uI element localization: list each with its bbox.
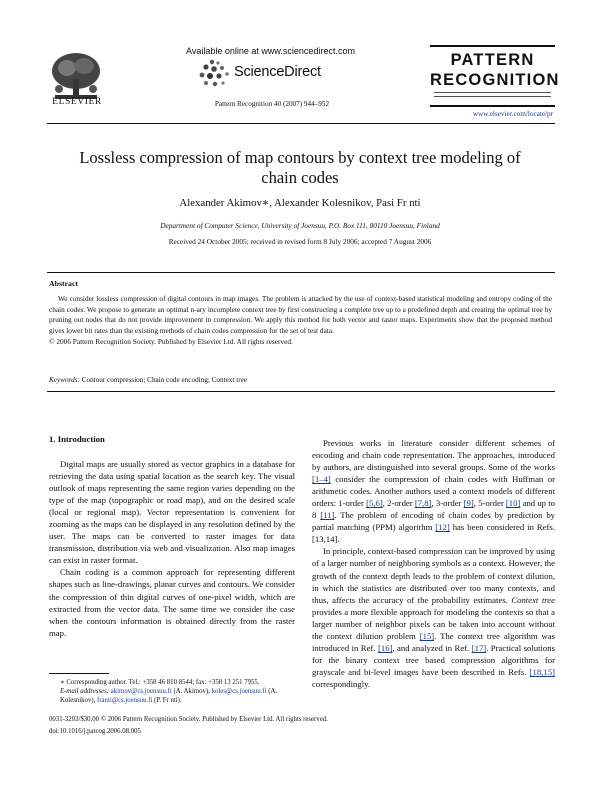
footnote-emails: E-mail addresses: akimov@cs.joensuu.fi (A. Akimov), koles@cs.joensuu.fi (A. Kolesnikov), franti@cs.joensuu.fi (P. Fr nti). bbox=[60, 688, 278, 705]
doi[interactable]: doi:10.1016/j.patcog.2006.08.005 bbox=[49, 728, 141, 735]
journal-reference: Pattern Recognition 40 (2007) 944–952 bbox=[214, 100, 330, 108]
citation-link[interactable]: [11] bbox=[320, 510, 335, 521]
body-paragraph: Previous works in literature consider different schemes of encoding and chain code representation. The approaches, introduced by authors, are distinguished into several groups. Some of the works [1–4] consider the compression of chain codes with Huffman or arithmetic codes. Another authors used a context models of different orders: 1-order [5,6], 2-order [7,8], 3-order [9], 5-order [10] and up to 8 [11]. The problem of encoding of chain codes by prediction by partial matching (PPM) algorithm [12] has been considered in Refs. [13,14]. bbox=[312, 438, 556, 545]
abstract-paragraph: We consider lossless compression of digital contours in map images. The problem is attacked by the use of context-based statistical modeling and entropy coding of the chain codes. We propose to generate an optimal n-ary incomplete context tree by first constructing a complete tree up to a predefined depth and creating the optimal tree by pruning out nodes that do not provide improvement in compression. We apply this method for both vector and raster maps. Experiments show that the proposed method gives lower bit rates than the existing methods of chain codes compression for the set of test data. bbox=[49, 294, 552, 336]
citation-link[interactable]: [1–4] bbox=[312, 474, 331, 485]
body-paragraph: Chain coding is a common approach for representing different shapes such as line-drawings, planar curves and contours. We consider the compression of thin digital curves of one-pixel width, which are extracted from the vector data. The same time we consider the case when the contours information is obtained directly from the raster map. bbox=[49, 567, 295, 638]
journal-title-line2: RECOGNITION bbox=[430, 71, 560, 89]
abstract-body bbox=[49, 294, 552, 348]
keywords-list: Contour compression; Chain code encoding; Context tree bbox=[81, 376, 247, 384]
right-column bbox=[312, 437, 555, 690]
header-divider bbox=[47, 123, 555, 124]
journal-title-line1: PATTERN bbox=[450, 51, 535, 69]
citation-link[interactable]: [12] bbox=[435, 522, 450, 533]
keywords-label: Keywords: bbox=[49, 376, 80, 384]
citation-link[interactable]: [15] bbox=[419, 630, 435, 641]
citation-link[interactable]: [7,8] bbox=[414, 498, 432, 509]
sciencedirect-dots-icon bbox=[196, 58, 232, 88]
citation-link[interactable]: [10] bbox=[505, 498, 521, 509]
abstract-copyright: © 2006 Pattern Recognition Society. Published by Elsevier Ltd. All rights reserved. bbox=[49, 336, 293, 346]
citation-link[interactable]: [9] bbox=[463, 498, 474, 509]
abstract-heading: Abstract bbox=[49, 279, 79, 288]
author-list: Alexander Akimov∗, Alexander Kolesnikov, Pasi Fr nti bbox=[179, 197, 421, 209]
sciencedirect-wordmark: ScienceDirect bbox=[234, 64, 321, 80]
email-link[interactable]: koles@cs.joensuu.fi bbox=[211, 688, 267, 696]
body-paragraph: In principle, context-based compression can be improved by using of a larger number of neighboring symbols as a context. However, the growth of the context depth leads to the problem of context dilution, in which the statistics are distributed over too many contexts, and thus, affects the accuracy of the probability estimates. Context tree provides a more flexible approach for modeling the contexts so that a larger number of neighbor pixels can be taken into account without the context dilution problem [15]. The context tree algorithm was introduced in Ref. [16], and analyzed in Ref. [17]. Practical solutions for the binary context tree based compression algorithms for grayscale and bi-level images have been described in Refs. [18,15] correspondingly. bbox=[312, 546, 556, 689]
email-link[interactable]: franti@cs.joensuu.fi bbox=[97, 697, 153, 705]
journal-title-rule bbox=[434, 92, 551, 97]
journal-url-link[interactable]: www.elsevier.com/locate/pr bbox=[472, 110, 553, 118]
keywords bbox=[49, 376, 552, 384]
available-online-text[interactable]: Available online at www.sciencedirect.com bbox=[186, 46, 355, 56]
abstract-divider-top bbox=[47, 272, 555, 273]
issn-copyright: 0031-3203/$30.00 © 2006 Pattern Recognition Society. Published by Elsevier Ltd. All rights reserved. bbox=[49, 716, 328, 723]
paper-title: Lossless compression of map contours by context tree modeling of chain codes bbox=[79, 148, 521, 187]
citation-link[interactable]: [18,15] bbox=[529, 666, 555, 677]
footnote-divider bbox=[49, 673, 109, 674]
body-paragraph: Digital maps are usually stored as vector graphics in a database for retrieving the data using spatial location as the search key. The visual outlook of maps representing the same region varies depending on the type of the map (topographic or road map), and on the desired scale (local or regional map). Vector representation is convenient for zooming as the maps can be displayed in any resolution defined by the user. The maps can be converted to raster images for data transmission, distribution via web and visualization. Also map images can exist in raster format. bbox=[49, 459, 295, 566]
affiliation: Department of Computer Science, University of Joensuu, P.O. Box 111, 80110 Joensuu, Finland bbox=[160, 221, 440, 230]
journal-title-logo bbox=[430, 45, 560, 107]
footnote-contact: ∗ Corresponding author. Tel.: +358 46 810 8544; fax: +358 13 251 7955. bbox=[60, 679, 260, 686]
abstract-divider-bottom bbox=[47, 391, 555, 392]
publisher-wordmark: ELSEVIER bbox=[52, 97, 102, 107]
email-link[interactable]: akimov@cs.joensuu.fi bbox=[110, 688, 172, 696]
citation-link[interactable]: [16] bbox=[377, 642, 393, 653]
left-column bbox=[49, 458, 295, 639]
corresponding-author-footnote bbox=[60, 678, 293, 706]
citation-link[interactable]: [5,6] bbox=[366, 498, 383, 509]
section-heading-introduction: 1. Introduction bbox=[49, 434, 105, 444]
received-dates: Received 24 October 2005; received in revised form 8 July 2006; accepted 7 August 2006 bbox=[168, 237, 432, 246]
citation-link[interactable]: [17] bbox=[471, 642, 487, 653]
